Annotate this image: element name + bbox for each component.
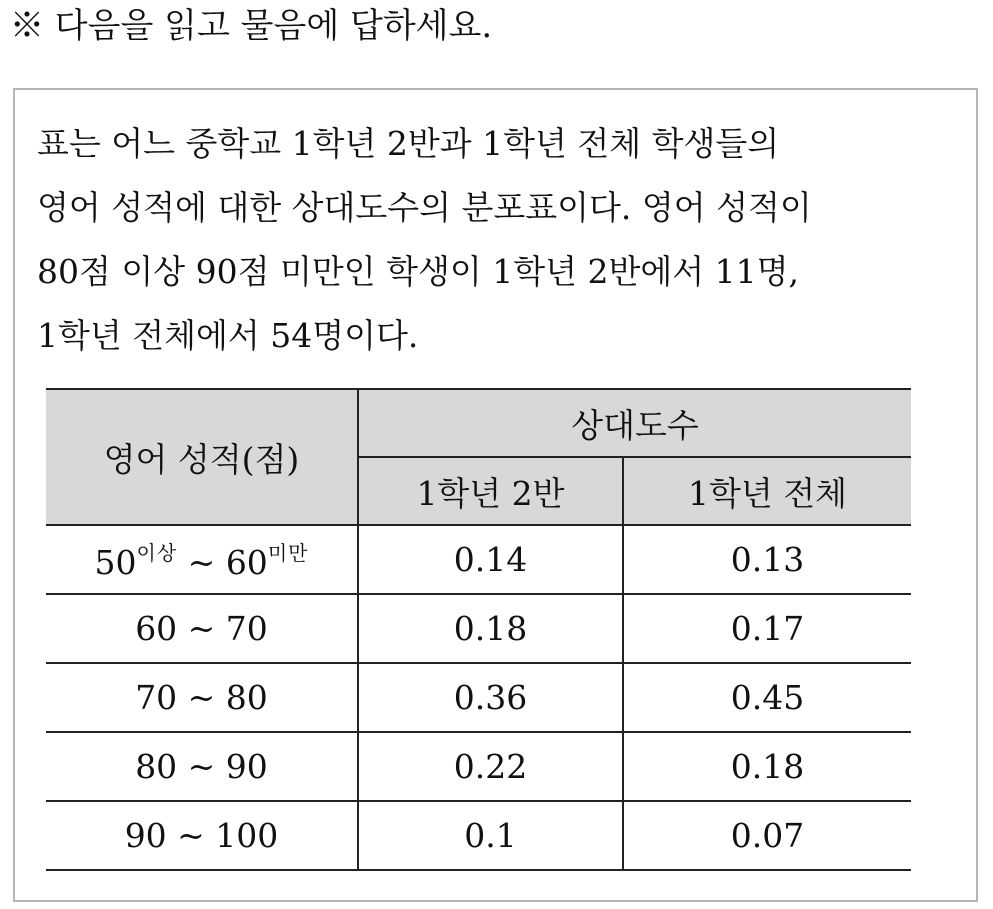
passage-line: 영어 성적에 대한 상대도수의 분포표이다. 영어 성적이 bbox=[37, 188, 812, 227]
total-value-cell: 0.18 bbox=[623, 732, 911, 801]
score-range-cell: 80 ~ 90 bbox=[46, 732, 358, 801]
passage-line: 1학년 전체에서 54명이다. bbox=[37, 316, 419, 355]
score-range-cell bbox=[46, 525, 358, 594]
header-grade-total: 1학년 전체 bbox=[623, 457, 911, 525]
table-row bbox=[46, 801, 911, 870]
score-range-cell: 70 ~ 80 bbox=[46, 663, 358, 732]
table-row bbox=[46, 663, 911, 732]
passage-line: 표는 어느 중학교 1학년 2반과 1학년 전체 학생들의 bbox=[37, 124, 780, 163]
total-value-cell: 0.17 bbox=[623, 594, 911, 663]
range-separator: ~ bbox=[177, 543, 226, 582]
problem-box bbox=[13, 88, 978, 902]
header-english-score: 영어 성적(점) bbox=[46, 389, 358, 525]
passage-line: 80점 이상 90점 미만인 학생이 1학년 2반에서 11명, bbox=[37, 252, 799, 291]
class-value-cell: 0.36 bbox=[358, 663, 623, 732]
total-value-cell: 0.45 bbox=[623, 663, 911, 732]
range-low-qualifier: 이상 bbox=[136, 541, 178, 565]
table-row bbox=[46, 732, 911, 801]
table-row bbox=[46, 594, 911, 663]
passage bbox=[37, 112, 967, 368]
header-relative-frequency: 상대도수 bbox=[358, 389, 911, 457]
class-value-cell: 0.18 bbox=[358, 594, 623, 663]
class-value-cell: 0.1 bbox=[358, 801, 623, 870]
class-value-cell: 0.14 bbox=[358, 525, 623, 594]
score-range-cell: 60 ~ 70 bbox=[46, 594, 358, 663]
instruction-text: ※ 다음을 읽고 물음에 답하세요. bbox=[10, 6, 493, 46]
class-value-cell: 0.22 bbox=[358, 732, 623, 801]
range-high: 60 bbox=[225, 543, 268, 582]
relative-frequency-table bbox=[46, 388, 911, 871]
header-class-2: 1학년 2반 bbox=[358, 457, 623, 525]
score-range-cell: 90 ~ 100 bbox=[46, 801, 358, 870]
total-value-cell: 0.13 bbox=[623, 525, 911, 594]
total-value-cell: 0.07 bbox=[623, 801, 911, 870]
range-low: 50 bbox=[94, 543, 137, 582]
table-row bbox=[46, 525, 911, 594]
range-high-qualifier: 미만 bbox=[267, 541, 309, 565]
